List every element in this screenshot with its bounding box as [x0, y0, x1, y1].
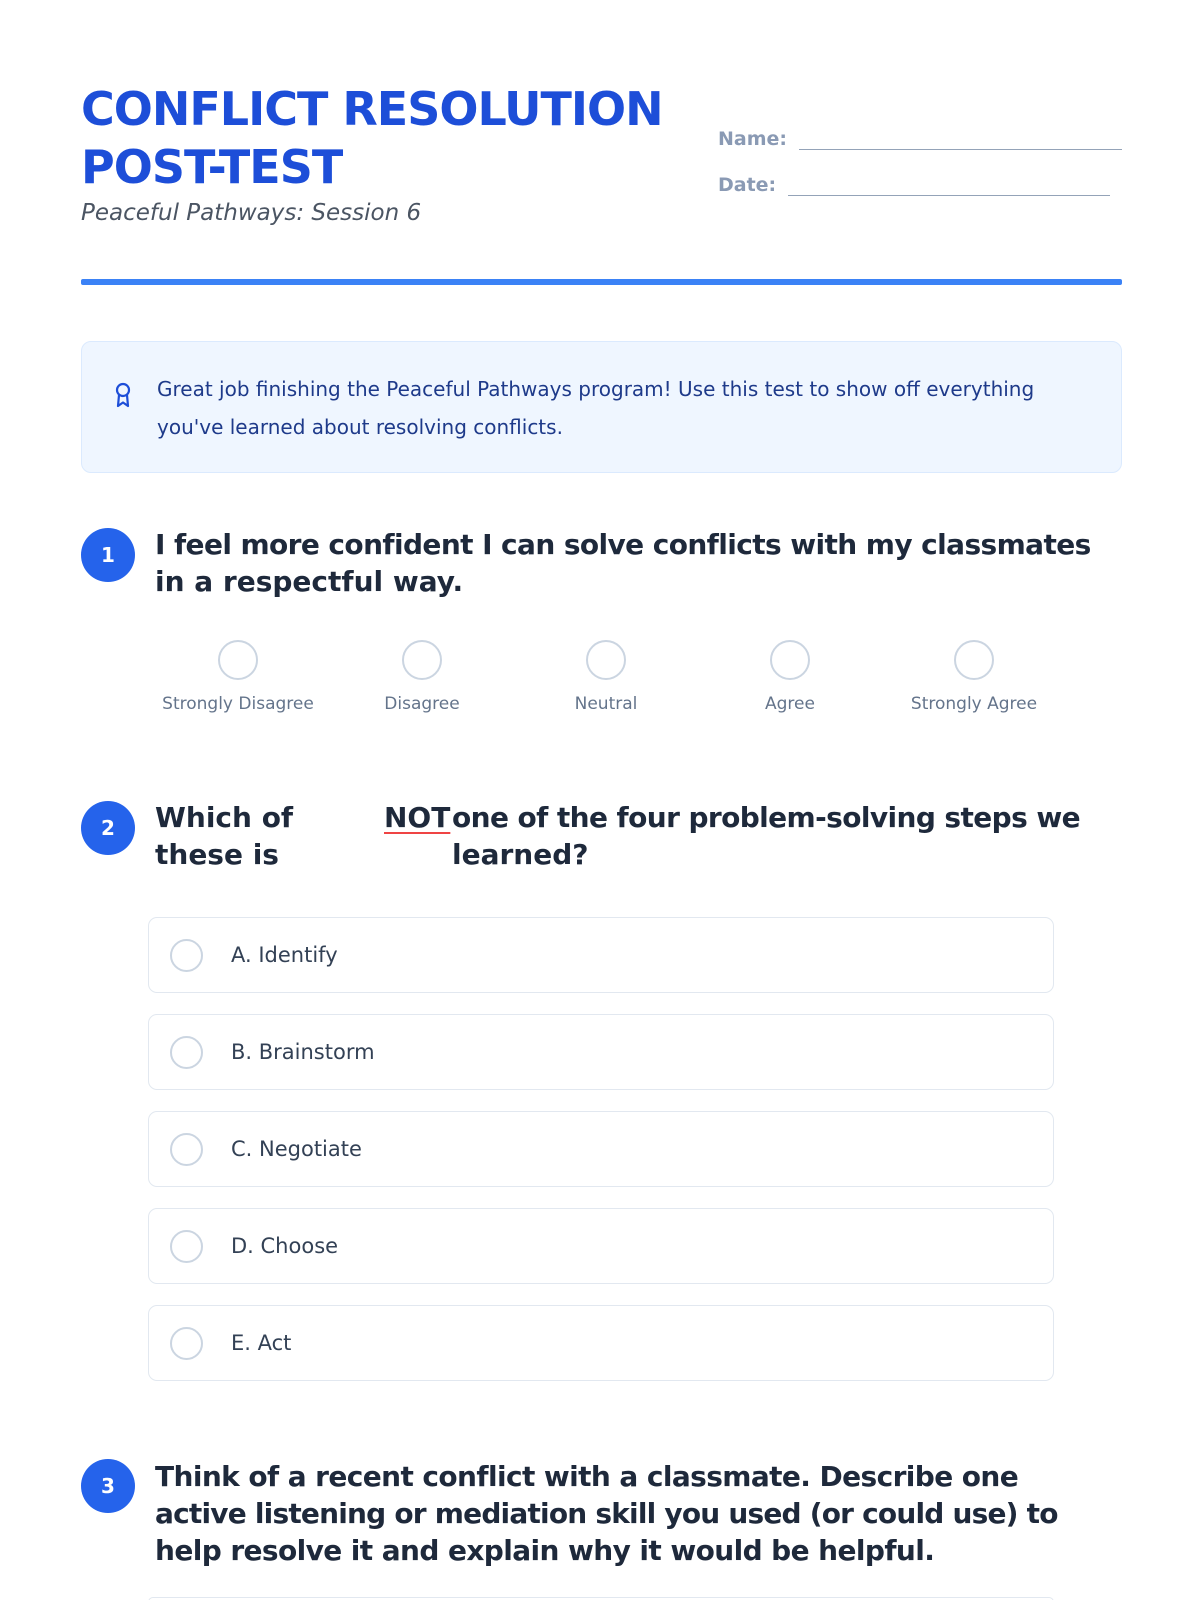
answer-option-d[interactable]: [148, 1208, 1054, 1284]
likert-option-agree[interactable]: [700, 640, 880, 714]
question-2-rest: [452, 799, 1142, 873]
callout-text: Great job finishing the Peaceful Pathways program! Use this test to show off everything you've learned about resolving conflicts.: [157, 377, 1035, 439]
answer-label: A. Identify: [231, 943, 338, 967]
likert-label: Agree: [765, 694, 815, 714]
page-title-line-1: CONFLICT RESOLUTION: [81, 82, 663, 136]
question-2-rest-line-1: one of the four problem-solving steps we: [452, 801, 1080, 834]
question-3-line-1: Think of a recent conflict with a classmate. Describe one: [155, 1460, 1019, 1493]
likert-option-strongly-disagree[interactable]: [148, 640, 328, 714]
answer-label: B. Brainstorm: [231, 1040, 375, 1064]
radio-circle[interactable]: [402, 640, 442, 680]
question-1-line-1: I feel more confident I can solve conflicts with my classmates: [155, 528, 1091, 561]
likert-option-strongly-agree[interactable]: [884, 640, 1064, 714]
likert-option-neutral[interactable]: [516, 640, 696, 714]
page-title: [81, 80, 701, 196]
question-3-text: [155, 1458, 1155, 1569]
radio-circle[interactable]: [218, 640, 258, 680]
intro-callout: [81, 341, 1122, 473]
answer-label: C. Negotiate: [231, 1137, 362, 1161]
radio-circle[interactable]: [170, 1230, 203, 1263]
date-field[interactable]: [788, 170, 1110, 196]
radio-circle[interactable]: [954, 640, 994, 680]
question-2-number: 2: [81, 801, 135, 855]
radio-circle[interactable]: [586, 640, 626, 680]
likert-scale: [148, 640, 1048, 730]
title-block: [81, 80, 701, 226]
header-divider: [81, 279, 1122, 285]
radio-circle[interactable]: [170, 1133, 203, 1166]
radio-circle[interactable]: [770, 640, 810, 680]
question-3-line-3: help resolve it and explain why it would be helpful.: [155, 1534, 935, 1567]
question-3-line-2: active listening or mediation skill you used (or could use) to: [155, 1497, 1058, 1530]
radio-circle[interactable]: [170, 1327, 203, 1360]
question-1-number: 1: [81, 528, 135, 582]
radio-circle[interactable]: [170, 1036, 203, 1069]
likert-label: Strongly Disagree: [162, 694, 314, 714]
answer-label: D. Choose: [231, 1234, 339, 1258]
question-2-prefix-line-1: Which of: [155, 801, 294, 834]
answer-option-e[interactable]: [148, 1305, 1054, 1381]
page-subtitle: Peaceful Pathways: Session 6: [81, 200, 422, 226]
question-2-rest-line-2: learned?: [452, 838, 589, 871]
question-2-emphasis: NOT: [384, 801, 451, 834]
likert-label: Neutral: [574, 694, 638, 714]
student-info: [718, 118, 1122, 210]
page-header: [81, 80, 1122, 292]
likert-option-disagree[interactable]: [332, 640, 512, 714]
answer-option-a[interactable]: [148, 917, 1054, 993]
answer-label: E. Act: [231, 1331, 292, 1355]
name-label: Name:: [718, 128, 788, 150]
date-row: [718, 164, 1122, 196]
question-2-prefix-line-2: these is: [155, 838, 279, 871]
question-1-text: [155, 526, 1135, 600]
question-2-prefix: [155, 799, 355, 873]
name-field[interactable]: [799, 124, 1122, 150]
page-title-line-2: POST-TEST: [81, 140, 343, 194]
award-ribbon-icon: [114, 382, 132, 408]
radio-circle[interactable]: [170, 939, 203, 972]
answer-option-c[interactable]: [148, 1111, 1054, 1187]
name-row: [718, 118, 1122, 150]
question-1-line-2: in a respectful way.: [155, 565, 464, 598]
likert-label: Disagree: [384, 694, 460, 714]
likert-label: Strongly Agree: [910, 694, 1038, 714]
question-3-number: 3: [81, 1459, 135, 1513]
answer-option-b[interactable]: [148, 1014, 1054, 1090]
date-label: Date:: [718, 174, 777, 196]
